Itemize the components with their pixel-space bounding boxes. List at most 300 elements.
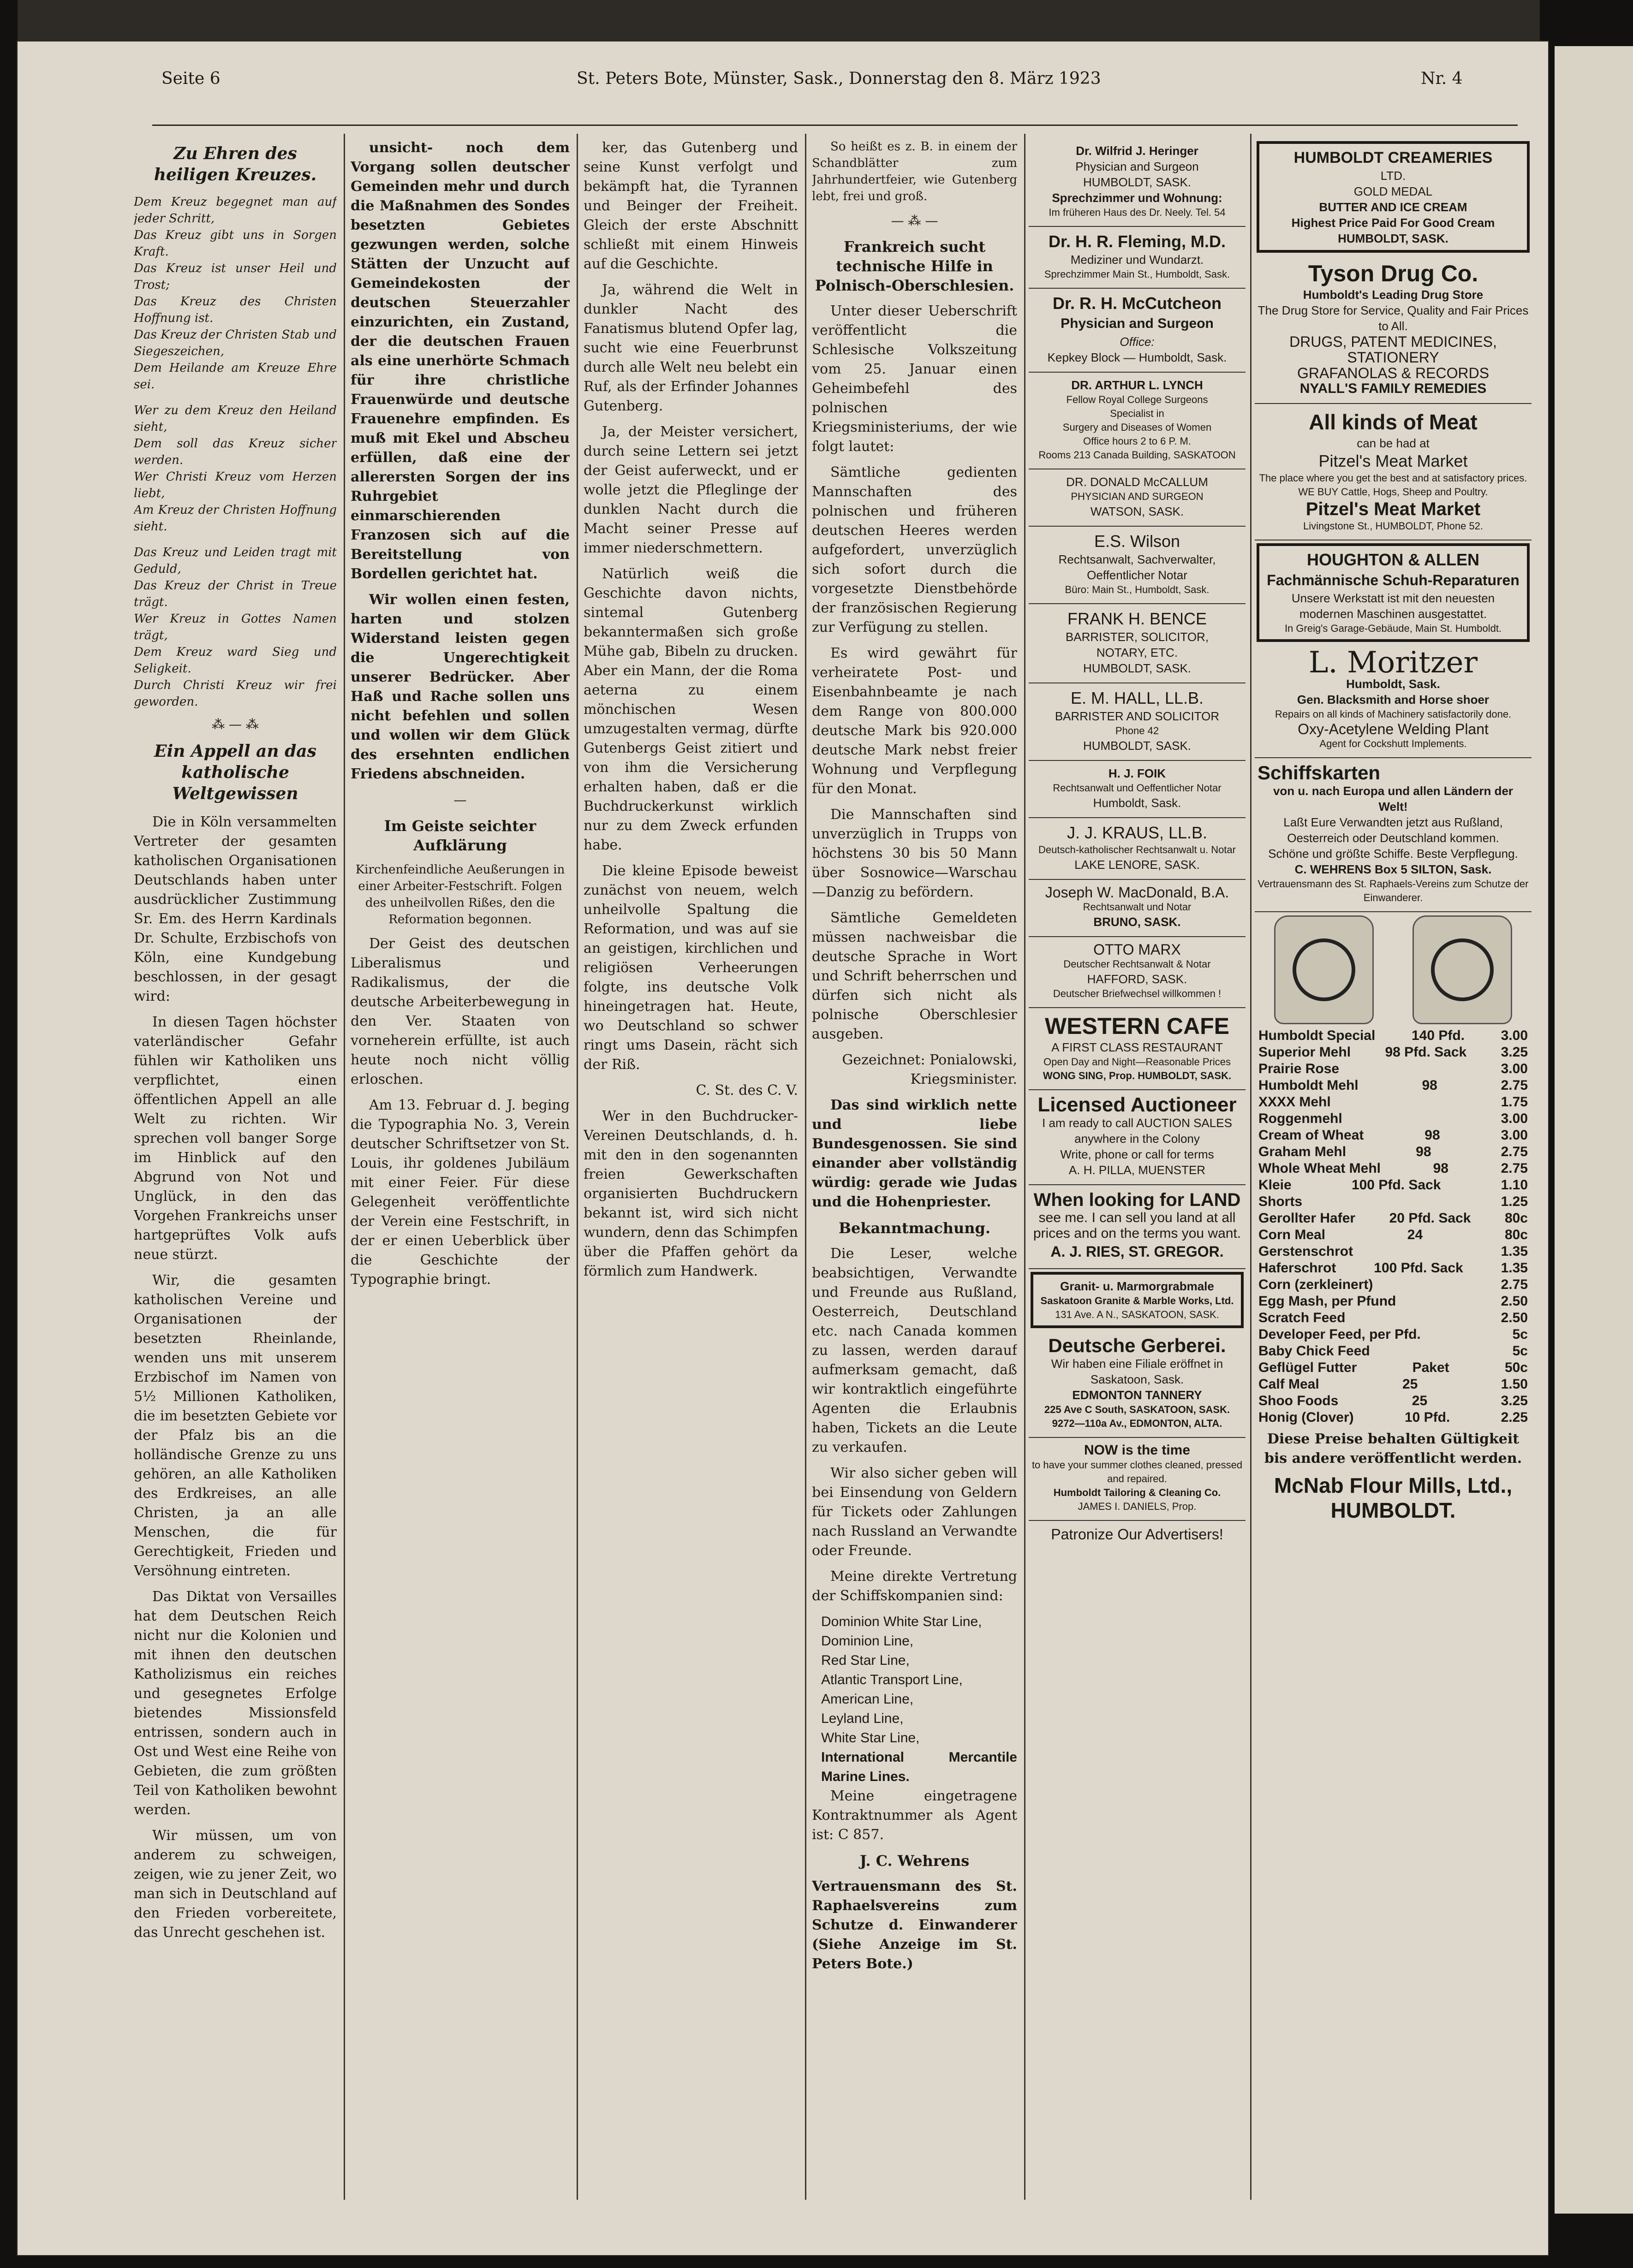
ad-line: The Drug Store for Service, Quality and Fair Prices to All. [1258,303,1529,333]
ad-line: HUMBOLDT, SASK. [1083,739,1192,753]
price-row [1258,1343,1528,1360]
price-unit: 24 [1407,1227,1423,1242]
flour-sacks-illustration [1255,912,1532,1027]
ad-western-cafe [1029,1008,1246,1090]
column-3 [584,138,798,2200]
article-paragraph: Die kleine Episode beweist zunächst von neuem, welch unheilvolle Spaltung die Reformation, und was auf sie an geistigen, kirchlichen und religiösen Verheerungen folgte, ins deutsche Volk hineingetragen hat. Heute, wo Deutschland so schwer ringt ums Dasein, rächt sich der Riß. [584,863,798,1073]
price-item: Egg Mash, per Pfund [1258,1294,1396,1309]
shipping-line: White Star Line, [821,1730,920,1746]
poem-line: Dem soll das Kreuz sicher werden. [134,437,337,467]
separator-ornament: ⁂ — ⁂ [212,717,259,732]
ad-line: Saskatoon Granite & Marble Works, Ltd. [1040,1295,1234,1306]
ad-mccallum [1029,469,1246,527]
ad-line: NOTARY, ETC. [1096,646,1178,659]
ad-line: Livingstone St., HUMBOLDT, Phone 52. [1303,520,1484,532]
ad-name: WESTERN CAFE [1045,1013,1229,1039]
ad-line: Vertrauensmann des St. Raphaels-Vereins zum Schutze der Einwanderer. [1258,878,1529,903]
price-unit: 98 [1433,1161,1448,1176]
price-value: 1.25 [1501,1194,1528,1209]
ad-line: Rechtsanwalt und Notar [1083,901,1192,913]
ad-line: C. WEHRENS Box 5 SILTON, Sask. [1294,862,1492,876]
price-value: 3.25 [1501,1045,1528,1060]
ad-name: When looking for LAND [1033,1190,1241,1210]
ad-line: The place where you get the best and at satisfactory prices. [1259,472,1527,484]
column-6 [1255,138,1532,2200]
price-value: 2.50 [1501,1294,1528,1309]
separator-ornament: — ⁂ — [891,213,938,228]
ad-line: Office hours 2 to 6 P. M. [1083,435,1191,447]
issue-number: Nr. 4 [1421,69,1463,88]
ad-mccutcheon [1029,289,1246,373]
prices-note: Diese Preise behalten Gültigkeit bis andere veröffentlicht werden. [1264,1431,1522,1466]
ad-line: Surgery and Diseases of Women [1062,422,1212,433]
price-item: Cream of Wheat [1258,1128,1364,1143]
article-paragraph: ker, das Gutenberg und seine Kunst verfolgt und bekämpft hat, die Tyrannen und Beinger der Freiheit. Gleich der erste Abschnitt schließt mit einem Hinweis auf die Geschichte. [584,140,798,272]
column-rule [1024,134,1025,2200]
price-item: Haferschrot [1258,1260,1336,1276]
flour-sack-icon [1274,915,1374,1024]
ad-land [1029,1185,1246,1269]
ad-line: Humboldt, Sask. [1346,677,1440,691]
ad-line: 131 Ave. A N., SASKATOON, SASK. [1055,1309,1219,1320]
price-row [1258,1293,1528,1310]
ad-name: Dr. R. H. McCutcheon [1052,294,1222,313]
ad-line: Pitzel's Meat Market [1318,451,1468,470]
ad-tyson [1255,255,1532,404]
price-row [1258,1393,1528,1409]
ad-line: Repairs on all kinds of Machinery satisfactorily done. [1275,708,1512,720]
article-paragraph: Wer in den Buchdrucker-Vereinen Deutschlands, d. h. mit den in den sogenannten freien Gewerkschaften organisierten Buchdruckern bekannt ist, wird sich nicht wundern, denn das Schimpfen über die Pfaffen gehört da förmlich zum Handwerk. [584,1108,798,1279]
ad-schiffskarten [1255,758,1532,912]
ad-line: Deutsch-katholischer Rechtsanwalt u. Notar [1038,844,1236,855]
ad-line: Unsere Werkstatt ist mit den neuesten modernen Maschinen ausgestattet. [1291,591,1495,621]
price-row [1258,1227,1528,1243]
price-value: 2.75 [1501,1078,1528,1093]
price-row [1258,1409,1528,1426]
ad-name: HOUGHTON & ALLEN [1307,550,1479,569]
ad-line: Kepkey Block — Humboldt, Sask. [1047,350,1227,364]
price-item: Humboldt Mehl [1258,1078,1359,1093]
price-value: 3.00 [1501,1111,1528,1126]
price-unit: 98 Pfd. Sack [1385,1045,1467,1060]
price-row [1258,1127,1528,1144]
ad-line: WE BUY Cattle, Hogs, Sheep and Poultry. [1298,486,1488,498]
ad-line: to have your summer clothes cleaned, pressed and repaired. [1031,1459,1243,1484]
article-paragraph: unsicht- noch dem Vorgang sollen deutscher Gemeinden mehr und durch die Maßnahmen des Sondes besetzten Gebietes gezwungen werden, solche Stätten der Unzucht auf Gemeindekosten der deutschen Steuerzahler einzurichten, ein Zustand, der die deutschen Frauen als eine unerhörte Schmach für ihre christliche Frauenwürde und deutsche Frauenehre empfinden. Es muß mit Ekel und Abscheu erfüllen, daß eine der allerersten Sorgen der ins Ruhrgebiet einmarschierenden Franzosen sich auf die Bereitstellung von Bordellen gerichtet hat. [351,140,570,582]
ad-name: OTTO MARX [1093,941,1181,958]
poem-line: Das Kreuz gibt uns in Sorgen Kraft. [134,228,337,259]
ad-line: Deutscher Rechtsanwalt & Notar [1063,958,1211,970]
poem-line: Das Kreuz der Christ in Treue trägt. [134,579,337,609]
ad-line: HAFFORD, SASK. [1087,972,1187,986]
ad-houghton [1257,543,1530,642]
article-paragraph: Sämtliche Gemeldeten müssen nachweisbar die deutsche Sprache in Wort und Schrift beherrschen und dürfen sich nicht als polnische Oberschlesier ausgeben. [812,910,1017,1042]
price-row [1258,1110,1528,1127]
ad-line: BUTTER AND ICE CREAM [1319,200,1467,214]
poem-line: Durch Christi Kreuz wir frei geworden. [134,678,337,709]
article-paragraph: Die in Köln versammelten Vertreter der gesamten katholischen Organisationen Deutschlands haben unter ausdrücklicher Zustimmung Sr. Em. des Herrn Kardinals Dr. Schulte, Erzbischofs von Köln, eine Kundgebung beschlossen, in der gesagt wird: [134,814,337,1004]
poem-line: Dem Kreuz begegnet man auf jeder Schritt, [134,195,337,226]
price-item: Shorts [1258,1194,1303,1209]
price-value: 2.50 [1501,1310,1528,1325]
ad-line: A. J. RIES, ST. GREGOR. [1050,1243,1224,1260]
ad-line: Im früheren Haus des Dr. Neely. Tel. 54 [1049,207,1226,218]
price-item: Roggenmehl [1258,1111,1342,1126]
article-paragraph: Ja, während die Welt in dunkler Nacht des Fanatismus blutend Opfer lag, sucht wie eine Feuerbrunst durch alle Welt neu belebt ein Ruf, als der Erfinder Johannes Gutenberg. [584,282,798,414]
ad-line: Gen. Blacksmith and Horse shoer [1297,693,1490,707]
price-item: XXXX Mehl [1258,1094,1331,1110]
ad-line: Physician and Surgeon [1061,316,1214,331]
article-paragraph: Wir wollen einen festen, harten und stolzen Widerstand leisten gegen die Ungerechtigkeit unserer Bedrücker. Aber Haß und Rache sollen uns nicht befehlen und sollen und wollen wir dem Glück des ersehnten endlichen Friedens abschneiden. [351,592,570,782]
notice-paragraph: Meine direkte Vertretung der Schiffskompanien sind: [812,1568,1017,1604]
price-item: Geflügel Futter [1258,1360,1357,1375]
price-unit: 20 Pfd. Sack [1389,1211,1471,1226]
column-rule [805,134,806,2200]
price-row [1258,1094,1528,1110]
article-title: Ein Appell an das katholische Weltgewissen [154,742,316,803]
notice-paragraph: Wir also sicher geben will bei Einsendung von Geldern für Tickets oder Zahlungen nach Russland an Verwandte oder Freunde. [812,1465,1017,1559]
ad-line: Physician and Surgeon [1075,160,1199,173]
price-item: Superior Mehl [1258,1045,1351,1060]
price-row [1258,1193,1528,1210]
ad-line: LAKE LENORE, SASK. [1074,858,1200,872]
ad-line: DRUGS, PATENT MEDICINES, STATIONERY [1289,333,1497,366]
price-value: 2.75 [1501,1277,1528,1292]
ad-line: Schöne und größte Schiffe. Beste Verpflegung. [1268,847,1518,861]
agent-line: Vertrauensmann des St. Raphaelsvereins zum Schutze d. Einwanderer (Siehe Anzeige im St. Peters Bote.) [812,1878,1017,1972]
price-item: Gerollter Hafer [1258,1211,1356,1226]
ad-gerberei [1029,1331,1246,1438]
ad-foik [1029,761,1246,818]
price-value: 1.35 [1501,1260,1528,1276]
shipping-line: Leyland Line, [821,1711,904,1726]
price-value: 3.25 [1501,1393,1528,1408]
price-item: Baby Chick Feed [1258,1343,1370,1359]
price-row [1258,1310,1528,1326]
shipping-line: Atlantic Transport Line, [821,1672,963,1687]
ad-marx [1029,937,1246,1008]
article-paragraph: Wir, die gesamten katholischen Vereine und Organisationen der besetzten Rheinlande, wenden uns mit unserem Erzbischof im Namen von 5½ Millionen Katholiken, die im besetzten Gebiete vor der Pfalz bis an die holländische Grenze zu uns gehören, an alle Katholiken des Erdkreises, an alle Christen, ja an alle Menschen, die für Gerechtigkeit, Frieden und Versöhnung eintreten. [134,1272,337,1579]
price-value: 2.75 [1501,1144,1528,1159]
price-row [1258,1144,1528,1160]
price-value: 80c [1504,1211,1528,1226]
ad-line: Open Day and Night—Reasonable Prices [1043,1056,1231,1068]
notice-paragraph: Die Leser, welche beabsichtigen, Verwandte und Freunde aus Rußland, Oesterreich, Deutschland etc. nach Canada kommen zu lassen, werden darauf aufmerksam gemacht, daß wir kontraktlich eingeführte Agenten die Erlaubnis haben, Tickets an die Leute zu verkaufen. [812,1246,1017,1455]
ad-line: NYALL'S FAMILY REMEDIES [1299,381,1487,396]
ad-line: Highest Price Paid For Good Cream [1291,216,1495,230]
price-unit: 98 [1424,1128,1440,1143]
ad-line: Mediziner und Wundarzt. [1070,253,1204,267]
ad-name: FRANK H. BENCE [1067,609,1207,628]
price-value: 2.75 [1501,1161,1528,1176]
ad-name: Licensed Auctioneer [1037,1093,1237,1116]
price-item: Whole Wheat Mehl [1258,1161,1381,1176]
ad-line: Rooms 213 Canada Building, SASKATOON [1038,449,1236,461]
shipping-line: Red Star Line, [821,1653,910,1668]
column-1 [134,138,337,2200]
ad-creameries [1257,141,1530,253]
ad-name: Dr. Wilfrid J. Heringer [1076,144,1198,158]
price-row [1258,1027,1528,1044]
ad-auctioneer [1029,1090,1246,1185]
notice-title: Bekanntmachung. [838,1219,990,1237]
price-row [1258,1177,1528,1193]
price-item: Calf Meal [1258,1377,1319,1392]
ad-line: can be had at [1357,436,1430,450]
price-unit: 10 Pfd. [1404,1410,1450,1425]
ad-line: von u. nach Europa und allen Ländern der Welt! [1273,784,1514,813]
ad-line: A. H. PILLA, MUENSTER [1068,1163,1206,1177]
ad-line: Humboldt, Sask. [1093,796,1181,810]
ad-line: Oxy-Acetylene Welding Plant [1298,721,1489,737]
price-row [1258,1160,1528,1177]
signature: C. St. des C. V. [696,1082,798,1098]
price-item: Shoo Foods [1258,1393,1339,1408]
article-paragraph: Am 13. Februar d. J. beging die Typographia No. 3, Verein deutscher Schriftsetzer von St. Louis, ihr goldenes Jubiläum mit einer Feier. Für diese Gelegenheit veröffentlichte der Verein eine Festschrift, in der er einen Ueberblick über die Geschichte der Typographie bringt. [351,1097,570,1288]
price-row [1258,1044,1528,1061]
ad-line: Laßt Eure Verwandten jetzt aus Rußland, Oesterreich oder Deutschland kommen. [1283,815,1503,845]
ad-name: L. Moritzer [1308,646,1478,680]
ad-name: HUMBOLDT CREAMERIES [1293,149,1493,166]
price-item: Developer Feed, per Pfd. [1258,1327,1421,1342]
price-unit: 25 [1412,1393,1428,1408]
ad-moritzer [1255,645,1532,758]
ad-line: JAMES I. DANIELS, Prop. [1078,1501,1197,1512]
article-paragraph: Sämtliche gedienten Mannschaften des polnischen und früheren deutschen Heeres werden aufgefordert, unverzüglich sich sofort durch die vorgesetzte Dienstbehörde der französischen Regierung zur Verfügung zu stellen. [812,464,1017,635]
price-unit: Paket [1412,1360,1449,1375]
page-label: Seite 6 [161,69,221,88]
price-value: 3.00 [1501,1028,1528,1043]
price-row [1258,1326,1528,1343]
ad-line: Pitzel's Meat Market [1305,499,1481,519]
article-paragraph: Das sind wirklich nette und liebe Bundesgenossen. Sie sind einander aber vollständig würdig: gerade wie Judas und die Hohenpriester. [812,1097,1017,1210]
flour-sack-icon [1412,915,1512,1024]
price-list [1255,1027,1532,1426]
ad-line: BARRISTER, SOLICITOR, [1065,630,1209,644]
price-value: 50c [1504,1360,1528,1375]
ad-line: Deutscher Briefwechsel willkommen ! [1053,988,1222,999]
column-2 [351,138,570,2200]
ad-lynch [1029,373,1246,469]
price-item: Humboldt Special [1258,1028,1376,1043]
ad-line: Humboldt Tailoring & Cleaning Co. [1053,1487,1221,1498]
ad-tailoring [1029,1438,1246,1521]
ad-macdonald [1029,880,1246,937]
ad-fleming [1029,227,1246,289]
price-item: Honig (Clover) [1258,1410,1354,1425]
ad-line: BRUNO, SASK. [1093,915,1181,929]
ad-name: Deutsche Gerberei. [1048,1335,1226,1356]
article-paragraph: Das Diktat von Versailles hat dem Deutschen Reich nicht nur die Kolonien und mit ihnen den deutschen Katholizismus ein reiches und gesegnetes Erfolge bietendes Missionsfeld entrissen, sondern auch in Ost und West eine Reihe von Gebieten, die zum größten Teil von Katholiken bewohnt werden. [134,1589,337,1818]
article-paragraph: Ja, der Meister versichert, durch seine Lettern sei jetzt der Geist auferweckt, und er wolle jetzt die Pfleglinge der dunklen Nacht durch die Macht seiner Presse auf immer niederschmettern. [584,424,798,556]
ad-line: see me. I can sell you land at all prices and on the terms you want. [1033,1210,1241,1241]
price-item: Scratch Feed [1258,1310,1346,1325]
ad-name: Tyson Drug Co. [1308,261,1478,286]
advertisers-footer: Patronize Our Advertisers! [1051,1526,1223,1543]
article-paragraph: In diesen Tagen höchster vaterländischer Gefahr fühlen wir Katholiken uns verpflichtet, einen öffentlichen Appell an alle Welt zu richten. Wir sprechen voll banger Sorge im Hinblick auf den Abgrund von Not und Unglück, in den das Vorgehen Frankreichs unser hartgeprüftes Volk aufs neue stürzt. [134,1014,337,1263]
shipping-lines [812,1612,1017,1787]
poem-line: Dem Heilande am Kreuze Ehre sei. [134,361,337,392]
ad-line: Sprechzimmer Main St., Humboldt, Sask. [1044,268,1230,280]
ad-granite [1031,1272,1244,1328]
price-value: 5c [1512,1343,1528,1359]
ad-line: I am ready to call AUCTION SALES anywhere in the Colony [1042,1116,1232,1146]
price-value: 1.35 [1501,1244,1528,1259]
ad-name: Schiffskarten [1258,762,1381,784]
poem-line: Das Kreuz ist unser Heil und Trost; [134,261,337,292]
ad-line: BARRISTER AND SOLICITOR [1055,709,1220,723]
article-paragraph: Wir müssen, um von anderem zu schweigen, zeigen, wie zu jener Zeit, wo man sich in Deutschland auf den Frieden vorbereitete, das Unrecht geschehen ist. [134,1828,337,1941]
price-value: 2.25 [1501,1410,1528,1425]
header-rule [152,125,1518,126]
price-row [1258,1376,1528,1393]
section-subtitle: Kirchenfeindliche Aeußerungen in einer Arbeiter-Festschrift. Folgen des unheilvollen Rißes, den die Reformation begonnen. [355,863,565,926]
ad-line: Phone 42 [1115,725,1159,736]
ad-line: Agent for Cockshutt Implements. [1319,738,1467,749]
ad-name: All kinds of Meat [1309,410,1478,434]
article-title: Frankreich sucht technische Hilfe in Polnisch-Oberschlesien. [815,238,1014,294]
ad-line: Humboldt's Leading Drug Store [1303,288,1484,302]
ad-line: Office: [1120,335,1155,349]
price-value: 3.00 [1501,1128,1528,1143]
price-item: Prairie Rose [1258,1061,1340,1076]
ad-line: WATSON, SASK. [1090,505,1184,518]
ad-line: HUMBOLDT, SASK. [1083,661,1192,675]
price-row [1258,1360,1528,1376]
ad-line: Specialist in [1110,408,1164,419]
price-row [1258,1260,1528,1276]
ad-kraus [1029,818,1246,880]
ad-pitzel [1255,404,1532,540]
ad-name: H. J. FOIK [1108,766,1166,780]
ad-name: Granit- u. Marmorgrabmale [1060,1279,1214,1293]
ad-name: E.S. Wilson [1094,532,1180,551]
poem-line: Wer Christi Kreuz vom Herzen liebt, [134,470,337,500]
ad-line: EDMONTON TANNERY [1072,1388,1202,1402]
ad-name: NOW is the time [1084,1443,1191,1458]
price-item: Gerstenschrot [1258,1244,1353,1259]
ad-line: HUMBOLDT, SASK. [1338,232,1448,245]
shipping-line: Dominion White Star Line, [821,1614,982,1629]
poem-line: Das Kreuz der Christen Stab und Siegeszeichen, [134,328,337,358]
article-paragraph: Der Geist des deutschen Liberalismus und Radikalismus, der die deutsche Arbeiterbewegung in den Ver. Staaten von vorneherein erfüllte, ist auch heute noch nicht völlig erloschen. [351,936,570,1087]
ad-line: Wir haben eine Filiale eröffnet in Saskatoon, Sask. [1051,1357,1223,1386]
price-row [1258,1210,1528,1227]
poem-line: Das Kreuz und Leiden tragt mit Geduld, [134,546,337,576]
agent-name: J. C. Wehrens [859,1852,970,1870]
column-4 [812,138,1017,2200]
column-rule [1250,134,1252,2200]
price-value: 80c [1504,1227,1528,1242]
column-rule [577,134,578,2200]
price-row [1258,1077,1528,1094]
price-item: Corn Meal [1258,1227,1326,1242]
ad-bence [1029,604,1246,683]
ad-name: J. J. KRAUS, LL.B. [1067,823,1208,842]
ad-heringer [1029,138,1246,227]
masthead: St. Peters Bote, Münster, Sask., Donnerstag den 8. März 1923 [577,69,1101,88]
poem-line: Dem Kreuz ward Sieg und Seligkeit. [134,645,337,676]
ad-line: Fachmännische Schuh-Reparaturen [1267,572,1520,588]
shipping-line: American Line, [821,1692,914,1707]
ad-line: GOLD MEDAL [1353,184,1433,198]
contract-number: Meine eingetragene Kontraktnummer als Agent ist: C 857. [812,1788,1017,1843]
ad-line: WONG SING, Prop. HUMBOLDT, SASK. [1043,1070,1232,1081]
price-item: Graham Mehl [1258,1144,1347,1159]
ad-name: E. M. HALL, LL.B. [1070,689,1204,707]
price-unit: 25 [1402,1377,1418,1392]
ad-line: Rechtsanwalt, Sachverwalter, [1058,552,1216,566]
ad-name: Dr. H. R. Fleming, M.D. [1048,232,1226,251]
ad-line: In Greig's Garage-Gebäude, Main St. Humboldt. [1284,623,1502,634]
poem-title: Zu Ehren des heiligen Kreuzes. [154,144,317,184]
ad-line: Sprechzimmer und Wohnung: [1052,191,1222,205]
poem-line: Das Kreuz des Christen Hoffnung ist. [134,295,337,325]
scan-edge-top [18,0,1540,42]
price-value: 1.10 [1501,1177,1528,1193]
price-unit: 100 Pfd. Sack [1351,1177,1441,1193]
ad-line: 9272—110a Av., EDMONTON, ALTA. [1052,1418,1222,1429]
ad-line: Write, phone or call for terms [1060,1147,1214,1161]
ad-line: Oeffentlicher Notar [1087,568,1187,582]
ad-line: HUMBOLDT, SASK. [1083,175,1192,189]
price-item: Corn (zerkleinert) [1258,1277,1373,1292]
shipping-line: International Mercantile Marine Lines. [821,1750,1017,1784]
price-unit: 140 Pfd. [1411,1028,1465,1043]
poem-line: Am Kreuz der Christen Hoffnung sieht. [134,503,337,534]
price-row [1258,1061,1528,1077]
price-value: 5c [1512,1327,1528,1342]
ad-name: Joseph W. MacDonald, B.A. [1045,884,1229,901]
poem-line: Wer zu dem Kreuz den Heiland sieht, [134,404,337,434]
section-title: Im Geiste seichter Aufklärung [384,817,536,854]
ad-line: Fellow Royal College Surgeons [1066,394,1208,405]
poem-line: Wer Kreuz in Gottes Namen trägt, [134,612,337,642]
ad-hall [1029,683,1246,761]
price-row [1258,1276,1528,1293]
column-5 [1029,138,1246,2200]
price-value: 3.00 [1501,1061,1528,1076]
column-rule [344,134,345,2200]
article-paragraph: Es wird gewährt für verheiratete Post- und Eisenbahnbeamte je nach dem Range von 800.000 deutsche Mark bis 920.000 deutsche Mark nebst freier Wohnung und Verpflegung für den Monat. [812,645,1017,797]
price-unit: 98 [1416,1144,1431,1159]
price-item: Kleie [1258,1177,1292,1193]
article-paragraph: So heißt es z. B. in einem der Schandblätter zum Jahrhundertfeier, wie Gutenberg lebt, frei und groß. [812,140,1017,203]
ad-wilson [1029,527,1246,604]
price-row [1258,1243,1528,1260]
ad-line: Büro: Main St., Humboldt, Sask. [1065,584,1210,595]
mill-name: McNab Flour Mills, Ltd., HUMBOLDT. [1274,1473,1513,1522]
ad-line: LTD. [1380,169,1406,183]
price-value: 1.50 [1501,1377,1528,1392]
article-paragraph: Die Mannschaften sind unverzüglich in Trupps von höchstens 30 bis 50 Mann über Sosnowice—Warschau—Danzig zu befördern. [812,807,1017,900]
article-paragraph: Natürlich weiß die Geschichte davon nichts, sintemal Gutenberg bekanntermaßen sich große Mühe gab, Bibeln zu drucken. Aber ein Mann, der die Roma aeterna zu einem mönchischen Wesen umzugestalten vermag, dürfte Gutenbergs Geist zitiert und von ihm die Versicherung erhalten haben, daß er die Buchdruckerkunst wirklich nur zu dem Zweck erfunden habe. [584,566,798,853]
signed-line: Gezeichnet: Ponialowski, Kriegsminister. [842,1052,1017,1087]
ad-name: DR. ARTHUR L. LYNCH [1071,378,1203,392]
article-paragraph: Unter dieser Ueberschrift veröffentlicht die Schlesische Volkszeitung vom 25. Januar einen Geheimbefehl des polnischen Kriegsministeriums, der wie folgt lautet: [812,303,1017,455]
separator-ornament: — [453,792,467,807]
poem [134,194,337,710]
price-unit: 100 Pfd. Sack [1374,1260,1463,1276]
price-unit: 98 [1422,1078,1437,1093]
adjacent-page [1555,46,1633,2214]
ad-line: Rechtsanwalt und Oeffentlicher Notar [1053,782,1222,794]
ad-name: DR. DONALD McCALLUM [1066,475,1208,489]
ad-line: GRAFANOLAS & RECORDS [1297,365,1490,381]
shipping-line: Dominion Line, [821,1633,914,1649]
ad-line: A FIRST CLASS RESTAURANT [1051,1040,1223,1054]
ad-line: PHYSICIAN AND SURGEON [1071,491,1204,502]
